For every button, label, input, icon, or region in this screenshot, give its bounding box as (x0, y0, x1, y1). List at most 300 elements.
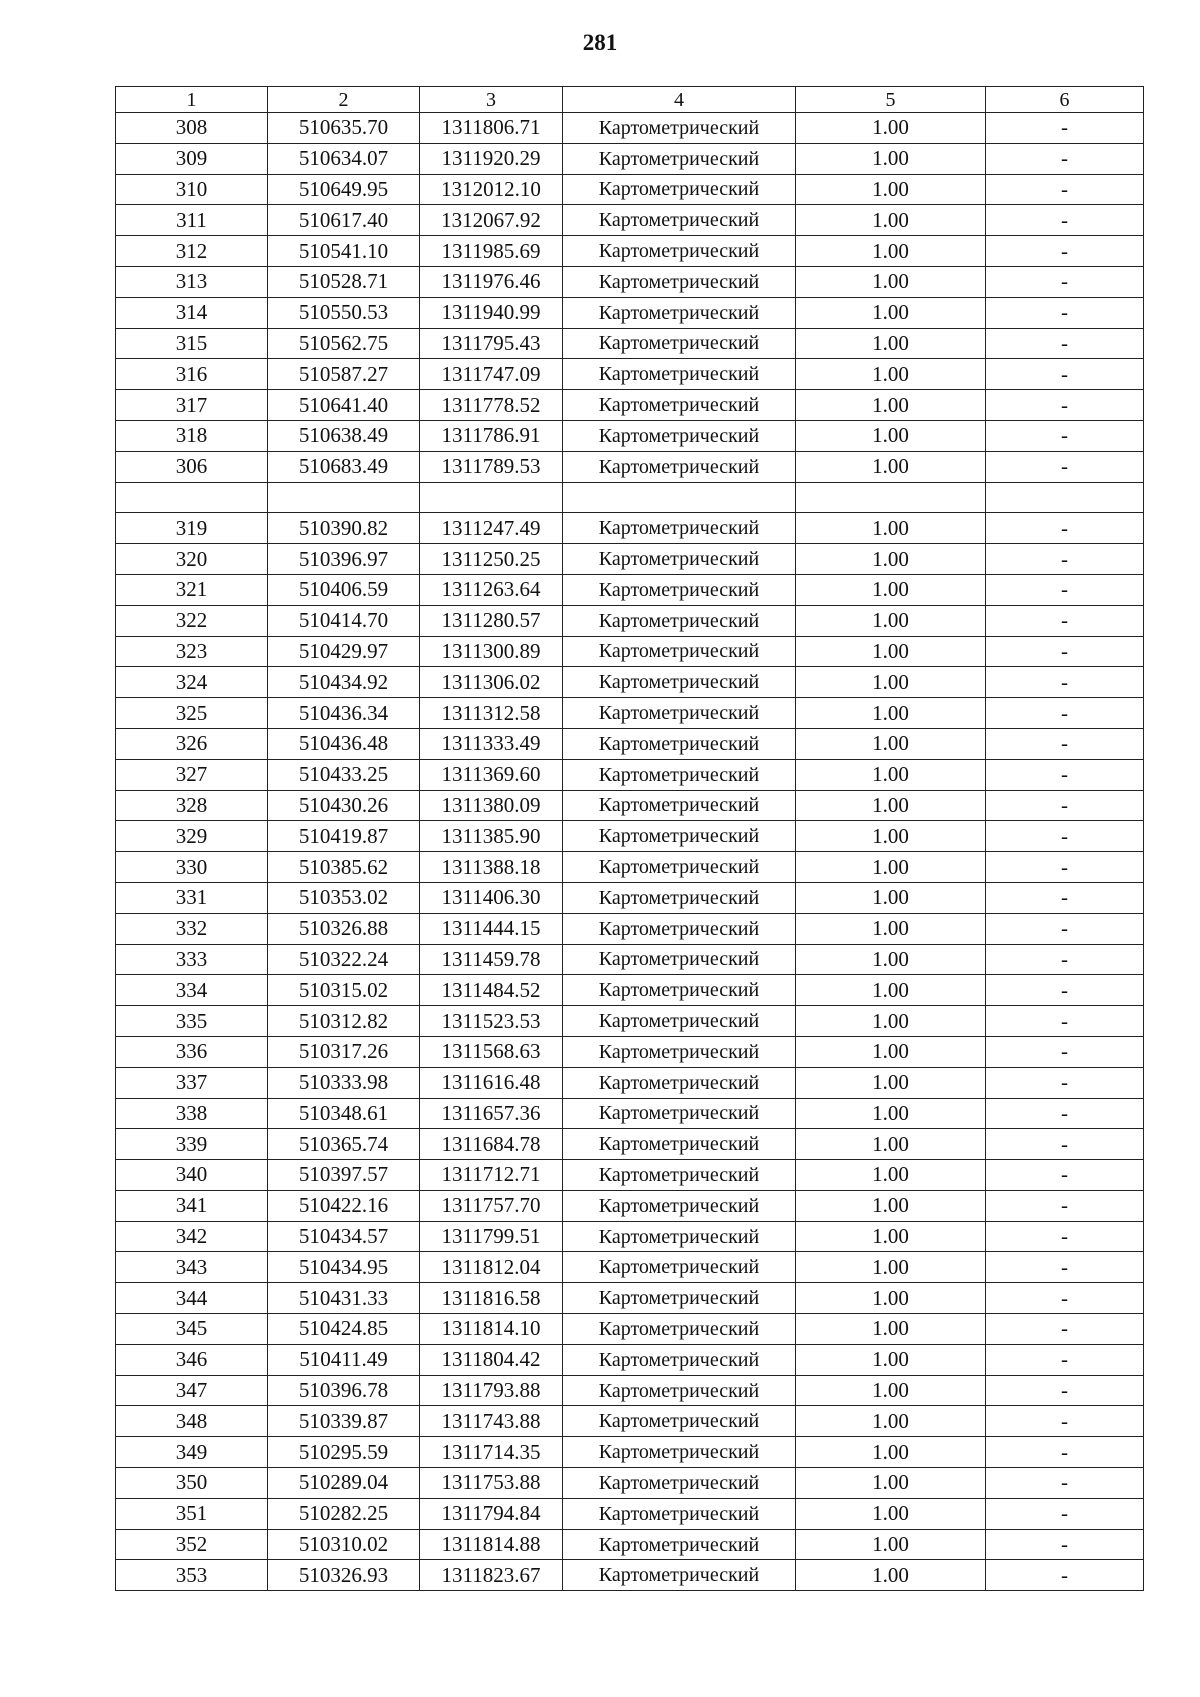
point-number-cell (116, 482, 268, 513)
y-coordinate-cell: 1311753.88 (420, 1468, 563, 1499)
table-row (116, 574, 1144, 605)
y-coordinate-cell: 1311568.63 (420, 1036, 563, 1067)
method-cell: Картометрический (563, 944, 796, 975)
point-number-cell: 314 (116, 297, 268, 328)
accuracy-cell: 1.00 (796, 1098, 986, 1129)
accuracy-cell: 1.00 (796, 1529, 986, 1560)
point-number-cell: 344 (116, 1283, 268, 1314)
accuracy-cell: 1.00 (796, 790, 986, 821)
note-cell: - (986, 544, 1144, 575)
point-number-cell: 316 (116, 359, 268, 390)
y-coordinate-cell: 1311789.53 (420, 451, 563, 482)
x-coordinate-cell: 510424.85 (268, 1314, 420, 1345)
table-row (116, 205, 1144, 236)
table-row (116, 1036, 1144, 1067)
accuracy-cell: 1.00 (796, 1468, 986, 1499)
accuracy-cell: 1.00 (796, 1314, 986, 1345)
table-row (116, 143, 1144, 174)
note-cell: - (986, 605, 1144, 636)
point-number-cell: 325 (116, 698, 268, 729)
y-coordinate-cell: 1311940.99 (420, 297, 563, 328)
y-coordinate-cell: 1311804.42 (420, 1344, 563, 1375)
y-coordinate-cell: 1311657.36 (420, 1098, 563, 1129)
x-coordinate-cell: 510617.40 (268, 205, 420, 236)
page-number: 281 (582, 30, 618, 55)
point-number-cell: 336 (116, 1036, 268, 1067)
table-row (116, 544, 1144, 575)
x-coordinate-cell: 510310.02 (268, 1529, 420, 1560)
method-cell: Картометрический (563, 1160, 796, 1191)
y-coordinate-cell: 1312067.92 (420, 205, 563, 236)
x-coordinate-cell: 510422.16 (268, 1190, 420, 1221)
x-coordinate-cell: 510434.92 (268, 667, 420, 698)
method-cell: Картометрический (563, 1190, 796, 1221)
x-coordinate-cell: 510289.04 (268, 1468, 420, 1499)
point-number-cell: 323 (116, 636, 268, 667)
accuracy-cell: 1.00 (796, 359, 986, 390)
accuracy-cell: 1.00 (796, 1129, 986, 1160)
point-number-cell: 337 (116, 1067, 268, 1098)
point-number-cell: 345 (116, 1314, 268, 1345)
y-coordinate-cell: 1311459.78 (420, 944, 563, 975)
accuracy-cell: 1.00 (796, 1560, 986, 1591)
method-cell: Картометрический (563, 451, 796, 482)
method-cell: Картометрический (563, 1560, 796, 1591)
y-coordinate-cell: 1311814.88 (420, 1529, 563, 1560)
table-row (116, 852, 1144, 883)
table-row (116, 1190, 1144, 1221)
x-coordinate-cell: 510635.70 (268, 113, 420, 144)
method-cell: Картометрический (563, 636, 796, 667)
x-coordinate-cell: 510638.49 (268, 420, 420, 451)
note-cell: - (986, 698, 1144, 729)
x-coordinate-cell: 510397.57 (268, 1160, 420, 1191)
accuracy-cell: 1.00 (796, 544, 986, 575)
method-cell: Картометрический (563, 1375, 796, 1406)
accuracy-cell: 1.00 (796, 1498, 986, 1529)
accuracy-cell: 1.00 (796, 236, 986, 267)
y-coordinate-cell: 1311247.49 (420, 513, 563, 544)
method-cell: Картометрический (563, 1529, 796, 1560)
table-row (116, 605, 1144, 636)
x-coordinate-cell: 510430.26 (268, 790, 420, 821)
note-cell: - (986, 852, 1144, 883)
point-number-cell: 334 (116, 975, 268, 1006)
x-coordinate-cell: 510339.87 (268, 1406, 420, 1437)
note-cell: - (986, 328, 1144, 359)
method-cell: Картометрический (563, 913, 796, 944)
x-coordinate-cell: 510562.75 (268, 328, 420, 359)
accuracy-cell: 1.00 (796, 698, 986, 729)
method-cell: Картометрический (563, 821, 796, 852)
table-row (116, 882, 1144, 913)
accuracy-cell: 1.00 (796, 759, 986, 790)
accuracy-cell: 1.00 (796, 328, 986, 359)
x-coordinate-cell: 510649.95 (268, 174, 420, 205)
accuracy-cell: 1.00 (796, 420, 986, 451)
y-coordinate-cell: 1311712.71 (420, 1160, 563, 1191)
table-row (116, 728, 1144, 759)
note-cell: - (986, 236, 1144, 267)
note-cell: - (986, 174, 1144, 205)
x-coordinate-cell: 510641.40 (268, 390, 420, 421)
table-row (116, 698, 1144, 729)
x-coordinate-cell: 510434.57 (268, 1221, 420, 1252)
method-cell: Картометрический (563, 1437, 796, 1468)
note-cell (986, 482, 1144, 513)
table-row (116, 113, 1144, 144)
note-cell: - (986, 1190, 1144, 1221)
method-cell: Картометрический (563, 1252, 796, 1283)
point-number-cell: 322 (116, 605, 268, 636)
x-coordinate-cell: 510434.95 (268, 1252, 420, 1283)
y-coordinate-cell (420, 482, 563, 513)
table-row (116, 451, 1144, 482)
note-cell: - (986, 1437, 1144, 1468)
method-cell: Картометрический (563, 1498, 796, 1529)
point-number-cell: 341 (116, 1190, 268, 1221)
y-coordinate-cell: 1311793.88 (420, 1375, 563, 1406)
note-cell: - (986, 944, 1144, 975)
accuracy-cell: 1.00 (796, 975, 986, 1006)
x-coordinate-cell (268, 482, 420, 513)
y-coordinate-cell: 1311444.15 (420, 913, 563, 944)
table-row (116, 1252, 1144, 1283)
method-cell: Картометрический (563, 1221, 796, 1252)
y-coordinate-cell: 1311616.48 (420, 1067, 563, 1098)
table-row (116, 236, 1144, 267)
table-row (116, 944, 1144, 975)
y-coordinate-cell: 1311312.58 (420, 698, 563, 729)
y-coordinate-cell: 1311795.43 (420, 328, 563, 359)
table-row (116, 1129, 1144, 1160)
x-coordinate-cell: 510587.27 (268, 359, 420, 390)
note-cell: - (986, 1036, 1144, 1067)
y-coordinate-cell: 1311523.53 (420, 1006, 563, 1037)
x-coordinate-cell: 510550.53 (268, 297, 420, 328)
note-cell: - (986, 759, 1144, 790)
x-coordinate-cell: 510365.74 (268, 1129, 420, 1160)
method-cell: Картометрический (563, 790, 796, 821)
table-row (116, 1221, 1144, 1252)
note-cell: - (986, 1006, 1144, 1037)
accuracy-cell: 1.00 (796, 390, 986, 421)
accuracy-cell: 1.00 (796, 821, 986, 852)
y-coordinate-cell: 1311743.88 (420, 1406, 563, 1437)
x-coordinate-cell: 510326.88 (268, 913, 420, 944)
table-row (116, 975, 1144, 1006)
x-coordinate-cell: 510326.93 (268, 1560, 420, 1591)
x-coordinate-cell: 510429.97 (268, 636, 420, 667)
table-row (116, 667, 1144, 698)
y-coordinate-cell: 1311250.25 (420, 544, 563, 575)
y-coordinate-cell: 1311757.70 (420, 1190, 563, 1221)
note-cell: - (986, 1067, 1144, 1098)
accuracy-cell: 1.00 (796, 852, 986, 883)
note-cell: - (986, 975, 1144, 1006)
table-row (116, 1560, 1144, 1591)
table-row (116, 1283, 1144, 1314)
method-cell: Картометрический (563, 728, 796, 759)
note-cell: - (986, 113, 1144, 144)
point-number-cell: 332 (116, 913, 268, 944)
note-cell: - (986, 1221, 1144, 1252)
table-row (116, 1437, 1144, 1468)
note-cell: - (986, 143, 1144, 174)
note-cell: - (986, 390, 1144, 421)
accuracy-cell: 1.00 (796, 174, 986, 205)
y-coordinate-cell: 1311306.02 (420, 667, 563, 698)
method-cell: Картометрический (563, 1067, 796, 1098)
method-cell: Картометрический (563, 297, 796, 328)
y-coordinate-cell: 1311976.46 (420, 266, 563, 297)
point-number-cell: 350 (116, 1468, 268, 1499)
table-row (116, 266, 1144, 297)
x-coordinate-cell: 510333.98 (268, 1067, 420, 1098)
table-row (116, 174, 1144, 205)
method-cell: Картометрический (563, 1314, 796, 1345)
note-cell: - (986, 1283, 1144, 1314)
method-cell: Картометрический (563, 882, 796, 913)
x-coordinate-cell: 510282.25 (268, 1498, 420, 1529)
x-coordinate-cell: 510683.49 (268, 451, 420, 482)
accuracy-cell: 1.00 (796, 1036, 986, 1067)
method-cell: Картометрический (563, 236, 796, 267)
method-cell: Картометрический (563, 143, 796, 174)
y-coordinate-cell: 1311806.71 (420, 113, 563, 144)
point-number-cell: 306 (116, 451, 268, 482)
accuracy-cell: 1.00 (796, 1190, 986, 1221)
note-cell: - (986, 1314, 1144, 1345)
point-number-cell: 315 (116, 328, 268, 359)
accuracy-cell: 1.00 (796, 205, 986, 236)
table-row (116, 1160, 1144, 1191)
method-cell (563, 482, 796, 513)
accuracy-cell: 1.00 (796, 513, 986, 544)
method-cell: Картометрический (563, 359, 796, 390)
point-number-cell: 340 (116, 1160, 268, 1191)
note-cell: - (986, 1375, 1144, 1406)
accuracy-cell: 1.00 (796, 605, 986, 636)
point-number-cell: 309 (116, 143, 268, 174)
accuracy-cell: 1.00 (796, 944, 986, 975)
accuracy-cell: 1.00 (796, 266, 986, 297)
coordinates-table (115, 86, 1144, 1591)
point-number-cell: 349 (116, 1437, 268, 1468)
point-number-cell: 308 (116, 113, 268, 144)
point-number-cell: 338 (116, 1098, 268, 1129)
method-cell: Картометрический (563, 698, 796, 729)
method-cell: Картометрический (563, 113, 796, 144)
y-coordinate-cell: 1311484.52 (420, 975, 563, 1006)
table-row (116, 1498, 1144, 1529)
y-coordinate-cell: 1311300.89 (420, 636, 563, 667)
table-row (116, 1529, 1144, 1560)
y-coordinate-cell: 1311794.84 (420, 1498, 563, 1529)
table-row (116, 297, 1144, 328)
table-row (116, 790, 1144, 821)
note-cell: - (986, 574, 1144, 605)
method-cell: Картометрический (563, 266, 796, 297)
method-cell: Картометрический (563, 174, 796, 205)
table-row (116, 1098, 1144, 1129)
note-cell: - (986, 205, 1144, 236)
point-number-cell: 352 (116, 1529, 268, 1560)
method-cell: Картометрический (563, 1344, 796, 1375)
y-coordinate-cell: 1311263.64 (420, 574, 563, 605)
accuracy-cell: 1.00 (796, 1221, 986, 1252)
x-coordinate-cell: 510348.61 (268, 1098, 420, 1129)
y-coordinate-cell: 1311920.29 (420, 143, 563, 174)
x-coordinate-cell: 510295.59 (268, 1437, 420, 1468)
x-coordinate-cell: 510419.87 (268, 821, 420, 852)
point-number-cell: 346 (116, 1344, 268, 1375)
method-cell: Картометрический (563, 390, 796, 421)
point-number-cell: 318 (116, 420, 268, 451)
x-coordinate-cell: 510433.25 (268, 759, 420, 790)
accuracy-cell (796, 482, 986, 513)
note-cell: - (986, 1252, 1144, 1283)
accuracy-cell: 1.00 (796, 667, 986, 698)
accuracy-cell: 1.00 (796, 297, 986, 328)
table-body (116, 113, 1144, 1591)
table-row (116, 913, 1144, 944)
point-number-cell: 313 (116, 266, 268, 297)
accuracy-cell: 1.00 (796, 913, 986, 944)
note-cell: - (986, 1498, 1144, 1529)
note-cell: - (986, 1468, 1144, 1499)
x-coordinate-cell: 510414.70 (268, 605, 420, 636)
accuracy-cell: 1.00 (796, 882, 986, 913)
method-cell: Картометрический (563, 328, 796, 359)
y-coordinate-cell: 1311778.52 (420, 390, 563, 421)
y-coordinate-cell: 1311786.91 (420, 420, 563, 451)
y-coordinate-cell: 1311814.10 (420, 1314, 563, 1345)
x-coordinate-cell: 510436.48 (268, 728, 420, 759)
point-number-cell: 321 (116, 574, 268, 605)
column-header: 4 (563, 87, 796, 113)
note-cell: - (986, 1129, 1144, 1160)
note-cell: - (986, 667, 1144, 698)
table-row (116, 1067, 1144, 1098)
accuracy-cell: 1.00 (796, 1406, 986, 1437)
table-row (116, 513, 1144, 544)
y-coordinate-cell: 1311747.09 (420, 359, 563, 390)
point-number-cell: 348 (116, 1406, 268, 1437)
table-row (116, 390, 1144, 421)
accuracy-cell: 1.00 (796, 636, 986, 667)
point-number-cell: 342 (116, 1221, 268, 1252)
note-cell: - (986, 420, 1144, 451)
note-cell: - (986, 913, 1144, 944)
table-row (116, 759, 1144, 790)
accuracy-cell: 1.00 (796, 1006, 986, 1037)
point-number-cell: 328 (116, 790, 268, 821)
y-coordinate-cell: 1311406.30 (420, 882, 563, 913)
method-cell: Картометрический (563, 1468, 796, 1499)
column-header: 6 (986, 87, 1144, 113)
x-coordinate-cell: 510315.02 (268, 975, 420, 1006)
point-number-cell: 335 (116, 1006, 268, 1037)
note-cell: - (986, 728, 1144, 759)
point-number-cell: 317 (116, 390, 268, 421)
accuracy-cell: 1.00 (796, 1067, 986, 1098)
point-number-cell: 312 (116, 236, 268, 267)
table-row (116, 1468, 1144, 1499)
y-coordinate-cell: 1311333.49 (420, 728, 563, 759)
x-coordinate-cell: 510411.49 (268, 1344, 420, 1375)
y-coordinate-cell: 1311823.67 (420, 1560, 563, 1591)
method-cell: Картометрический (563, 667, 796, 698)
x-coordinate-cell: 510436.34 (268, 698, 420, 729)
method-cell: Картометрический (563, 605, 796, 636)
y-coordinate-cell: 1311714.35 (420, 1437, 563, 1468)
table-row (116, 1406, 1144, 1437)
method-cell: Картометрический (563, 544, 796, 575)
column-header: 1 (116, 87, 268, 113)
table-row (116, 636, 1144, 667)
accuracy-cell: 1.00 (796, 1283, 986, 1314)
y-coordinate-cell: 1311385.90 (420, 821, 563, 852)
x-coordinate-cell: 510634.07 (268, 143, 420, 174)
x-coordinate-cell: 510312.82 (268, 1006, 420, 1037)
table-row (116, 420, 1144, 451)
point-number-cell: 339 (116, 1129, 268, 1160)
y-coordinate-cell: 1311388.18 (420, 852, 563, 883)
note-cell: - (986, 297, 1144, 328)
column-header: 3 (420, 87, 563, 113)
accuracy-cell: 1.00 (796, 113, 986, 144)
accuracy-cell: 1.00 (796, 574, 986, 605)
method-cell: Картометрический (563, 1036, 796, 1067)
accuracy-cell: 1.00 (796, 1252, 986, 1283)
x-coordinate-cell: 510528.71 (268, 266, 420, 297)
point-number-cell: 343 (116, 1252, 268, 1283)
x-coordinate-cell: 510541.10 (268, 236, 420, 267)
x-coordinate-cell: 510322.24 (268, 944, 420, 975)
method-cell: Картометрический (563, 574, 796, 605)
point-number-cell: 327 (116, 759, 268, 790)
note-cell: - (986, 1406, 1144, 1437)
column-header: 5 (796, 87, 986, 113)
x-coordinate-cell: 510390.82 (268, 513, 420, 544)
accuracy-cell: 1.00 (796, 1344, 986, 1375)
point-number-cell: 326 (116, 728, 268, 759)
x-coordinate-cell: 510396.97 (268, 544, 420, 575)
column-header: 2 (268, 87, 420, 113)
method-cell: Картометрический (563, 1098, 796, 1129)
note-cell: - (986, 1098, 1144, 1129)
y-coordinate-cell: 1311280.57 (420, 605, 563, 636)
method-cell: Картометрический (563, 1283, 796, 1314)
note-cell: - (986, 1160, 1144, 1191)
table-row (116, 1344, 1144, 1375)
y-coordinate-cell: 1311684.78 (420, 1129, 563, 1160)
note-cell: - (986, 1560, 1144, 1591)
y-coordinate-cell: 1311380.09 (420, 790, 563, 821)
point-number-cell: 311 (116, 205, 268, 236)
accuracy-cell: 1.00 (796, 1160, 986, 1191)
y-coordinate-cell: 1311812.04 (420, 1252, 563, 1283)
table-row (116, 328, 1144, 359)
point-number-cell: 333 (116, 944, 268, 975)
y-coordinate-cell: 1311799.51 (420, 1221, 563, 1252)
accuracy-cell: 1.00 (796, 451, 986, 482)
table-row (116, 1314, 1144, 1345)
table-row (116, 1006, 1144, 1037)
method-cell: Картометрический (563, 975, 796, 1006)
point-number-cell: 310 (116, 174, 268, 205)
